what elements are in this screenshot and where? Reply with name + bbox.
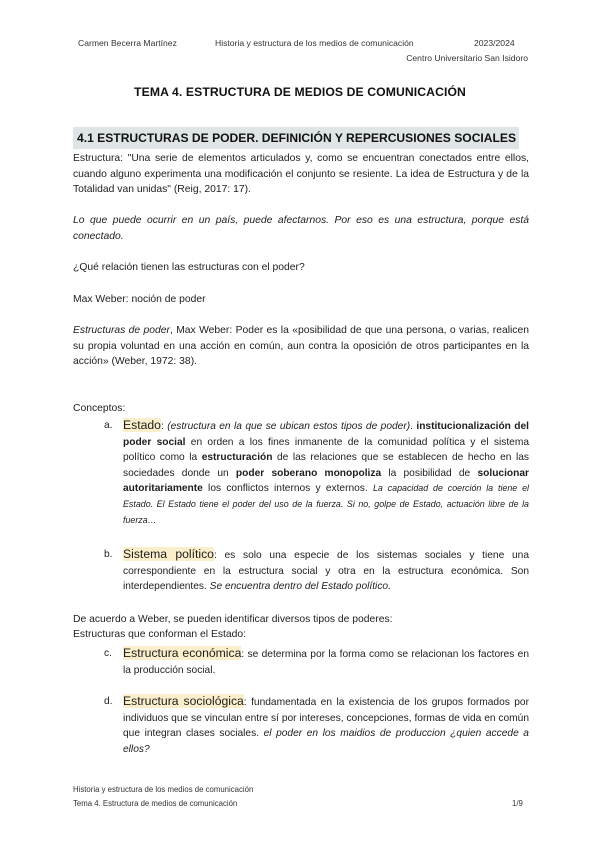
footer-topic: Tema 4. Estructura de medios de comunicación: [73, 799, 238, 808]
text: .: [410, 421, 417, 432]
page-title: TEMA 4. ESTRUCTURA DE MEDIOS DE COMUNICACIÓN: [134, 85, 466, 99]
list-marker-d: d.: [104, 696, 113, 707]
term-estado: Estado: [123, 418, 161, 432]
header-center: Centro Universitario San Isidoro: [406, 53, 528, 63]
text: :: [160, 421, 168, 432]
text: en orden a los fines inmanente de la comunidad política y el sistema político como la: [123, 436, 529, 464]
text: (estructura en la que se ubican estos tipos de poder): [167, 421, 411, 432]
weber-types-paragraph: De acuerdo a Weber, se pueden identificar diversos tipos de poderes:: [73, 614, 393, 625]
page-number: 1/9: [512, 799, 523, 808]
state-structures-paragraph: Estructuras que conforman el Estado:: [73, 629, 247, 640]
concepts-label: Conceptos:: [73, 403, 126, 414]
list-item-estructura-sociologica: [123, 694, 529, 757]
list-marker-b: b.: [104, 549, 113, 560]
list-item-sistema-politico: [123, 547, 529, 595]
header-year: 2023/2024: [474, 38, 515, 48]
text: : es solo una especie de los sistemas sociales y tiene una correspondiente en la estructura social y otra en la estructura económica. Son interdependientes.: [123, 550, 529, 593]
text: institucionalización del poder social: [123, 421, 530, 448]
list-item-estructura-economica: [123, 646, 529, 678]
section-heading: 4.1 ESTRUCTURAS DE PODER. DEFINICIÓN Y REPERCUSIONES SOCIALES: [73, 127, 519, 149]
term-estructura-economica: Estructura económica: [123, 646, 242, 660]
weber-paragraph: Max Weber: noción de poder: [73, 294, 206, 305]
text: los conflictos internos y externos.: [202, 483, 373, 495]
text: Se encuentra dentro del Estado político.: [209, 581, 391, 593]
text: el poder en los maidios de produccion ¿quien accede a ellos?: [123, 728, 529, 755]
text: de las relaciones que se establecen de hecho en las sociedades donde un: [123, 452, 529, 479]
text: : se determina por la forma como se relacionan los factores en la producción social.: [123, 649, 529, 676]
header-course: Historia y estructura de los medios de comunicación: [215, 38, 414, 48]
power-structures-term: Estructuras de poder: [73, 325, 170, 336]
list-marker-a: a.: [104, 420, 113, 431]
text: estructuración: [201, 452, 273, 464]
power-definition-paragraph: [73, 323, 529, 370]
question-paragraph: ¿Qué relación tienen las estructuras con el poder?: [73, 262, 305, 273]
text: la posibilidad de: [381, 467, 478, 479]
power-definition-text: , Max Weber: Poder es la «posibilidad de que una persona, o varias, realicen su propia voluntad en una acción en común, aun contra la oposición de otros participantes en la acción» (Weber, 1972: 38).: [73, 325, 529, 368]
footer-course: Historia y estructura de los medios de comunicación: [73, 785, 254, 794]
list-item-estado: [123, 418, 529, 528]
definition-paragraph: Estructura: "Una serie de elementos articulados y, como se encuentran conectados entre ellos, cuando alguno experimenta una modificación el conjunto se resiente. La idea de Estructura y de la Totalidad van unidas" (Reig, 2017: 17).: [73, 153, 529, 196]
header-author: Carmen Becerra Martínez: [78, 38, 177, 48]
text: : fundamentada en la existencia de los grupos formados por individuos que se vinculan entre sí por intereses, concepciones, formas de vida en común que integran clases sociales.: [123, 697, 529, 740]
list-marker-c: c.: [104, 648, 112, 659]
term-estructura-sociologica: Estructura sociológica: [123, 694, 244, 708]
text: La capacidad de coerción la tiene el Estado. El Estado tiene el poder del uso de la fuerza. Si no, golpe de Estado, actuación libre de la fuerza…: [123, 483, 529, 525]
text: poder soberano monopoliza: [235, 467, 382, 479]
note-paragraph: Lo que puede ocurrir en un país, puede afectarnos. Por eso es una estructura, porque está conectado.: [73, 215, 529, 242]
text: solucionar autoritariamente: [123, 467, 529, 495]
term-sistema-politico: Sistema político: [123, 547, 214, 561]
